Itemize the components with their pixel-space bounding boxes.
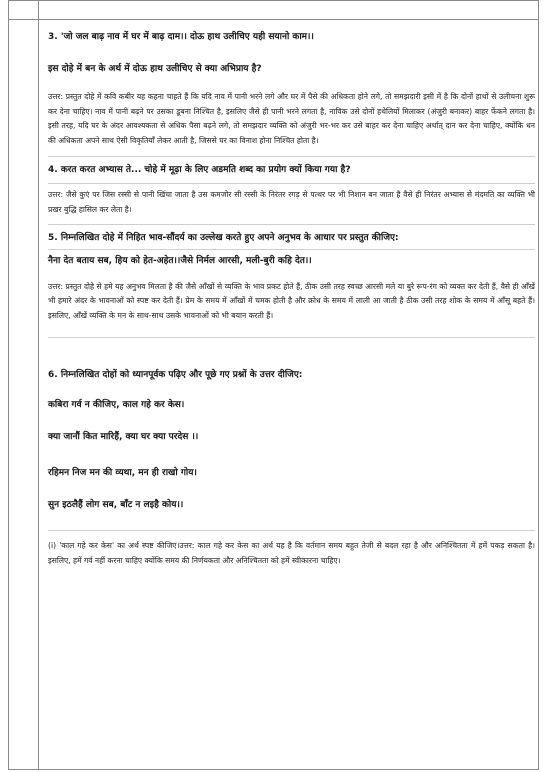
q5-answer: उत्तर: प्रस्तुत दोहे से हमे यह अनुभव मिलता है की जैसे आँखों से व्यक्ति के भाव प्रकट होते हैं, ठीक उसी तरह स्वच्छ आरसी मले या बुरे रूप-रंग को व्यक्त कर देती हैं, वैसे ही आँखें भी हमारे अंदर के भावनाओं को स्पष्ट कर देती हैं। प्रेम के समय में आँखों में चमक होती है और क्रोध के समय में लाली आ जाती है ठीक उसी तरह शोक के समय में आँसू बहते हैं। इसलिए, आँखें व्यक्ति के मन के साथ-साथ उसके भावनाओं को भी बयान करती हैं। bbox=[48, 281, 535, 320]
q6-doha-line: सुन इठलैहैं लोग सब, बाँट न लइहै कोय।। bbox=[48, 500, 184, 511]
document-content bbox=[48, 30, 535, 569]
left-column-divider bbox=[38, 1, 39, 769]
q6-sub-answer-text: उत्तर: काल गहे कर केस का अर्थ यह है कि वर्तमान समय बहुत तेजी से बदल रहा है और अनिश्चितता में हमें पकड़ सकता है। इसलिए, हमें गर्व नहीं करना चाहिए क्योंकि समय की निर्णयकता और अनिश्चितता को हमें स्वीकारना चाहिए। bbox=[48, 541, 535, 565]
q4-question: 4. करत करत अभ्यास ते... चोहे में मूढ़ा के लिए अडमति शब्द का प्रयोग क्यों किया गया है? bbox=[48, 165, 351, 176]
q6-doha-line: रहिमन निज मन की व्यथा, मन ही राखो गोय। bbox=[48, 468, 197, 479]
q3-doha-line: 3. 'जो जल बाढ़ नाव में घर में बाढ़ दाम।। दोऊ हाथ उलीचिए यही सयानो काम।। bbox=[48, 32, 314, 42]
q6-sub-question: (i) 'काल गहे कर केस' का अर्थ स्पष्ट कीजिए। bbox=[48, 541, 180, 551]
q3-answer: उत्तर: प्रस्तुत दोहे में कवि कबीर यह कहना चाहते हैं कि यदि नाव में पानी भरने लगे और घर में पैसे की अधिकता होने लगे, तो समझदारी इसी में है कि दोनों हाथों से उलीचना शुरू कर देना चाहिए। नाव में पानी बढ़ने पर उसका डूबना निश्चित है, इसलिए जैसे ही पानी भरने लगता है, नाविक उसे दोनों हथेलियों मिलाकर (अंजुरी बनाकर) बाहर फेंकने लगता है। इसी तरह, यदि घर के अंदर आवश्यकता से अधिक पैसा बढ़ने लगे, तो समझदार व्यक्ति को अंजुरी भर-भर कर उसे बाहर कर देना चाहिए अर्थात् दान कर देना चाहिए, क्योंकि धन की अधिकता अपने साथ ऐसी विकृतियाँ लेकर आती है, जिससे घर का विनाश होना निश्चित होता है। bbox=[48, 92, 535, 145]
q6-doha-line: क्या जानौं कित मारिहैं, क्या घर क्या परदेस ।। bbox=[48, 432, 199, 443]
top-row-divider bbox=[9, 19, 538, 20]
q5-question: 5. निम्नलिखित दोहे में निहित भाव-सौंदर्य का उल्लेख करते हुए अपने अनुभव के आधार पर प्रस्तुत कीजिए: bbox=[48, 232, 399, 243]
q5-doha: नैना देत बताय सब, हिय को हेत-अहेत।।जैसे निर्मल आरसी, मली-बुरी कहि देत।। bbox=[48, 255, 312, 266]
q6-doha-line: कबिरा गर्व न कीजिए, काल गहे कर केस। bbox=[48, 400, 185, 411]
q6-sub-answer bbox=[48, 539, 535, 568]
q4-answer: उत्तर: जैसे कुएं पर जिस रस्सी से पानी खिंचा जाता है उस कमजोर सी रस्सी के निरंतर रगड़ से पत्थर पर भी निशान बन जाता है वैसे ही निरंतर अभ्यास से मंदमति का व्यक्ति भी प्रखर बुद्धि हासिल कर लेता है। bbox=[48, 190, 535, 214]
q6-question: 6. निम्नलिखित दोहों को ध्यानपूर्वक पढ़िए और पूछे गए प्रश्नों के उत्तर दीजिए: bbox=[48, 370, 303, 381]
q3-question: इस दोहे में बन के अर्थ में दोऊ हाथ उलीचिए से क्या अभिप्राय है? bbox=[48, 64, 262, 74]
